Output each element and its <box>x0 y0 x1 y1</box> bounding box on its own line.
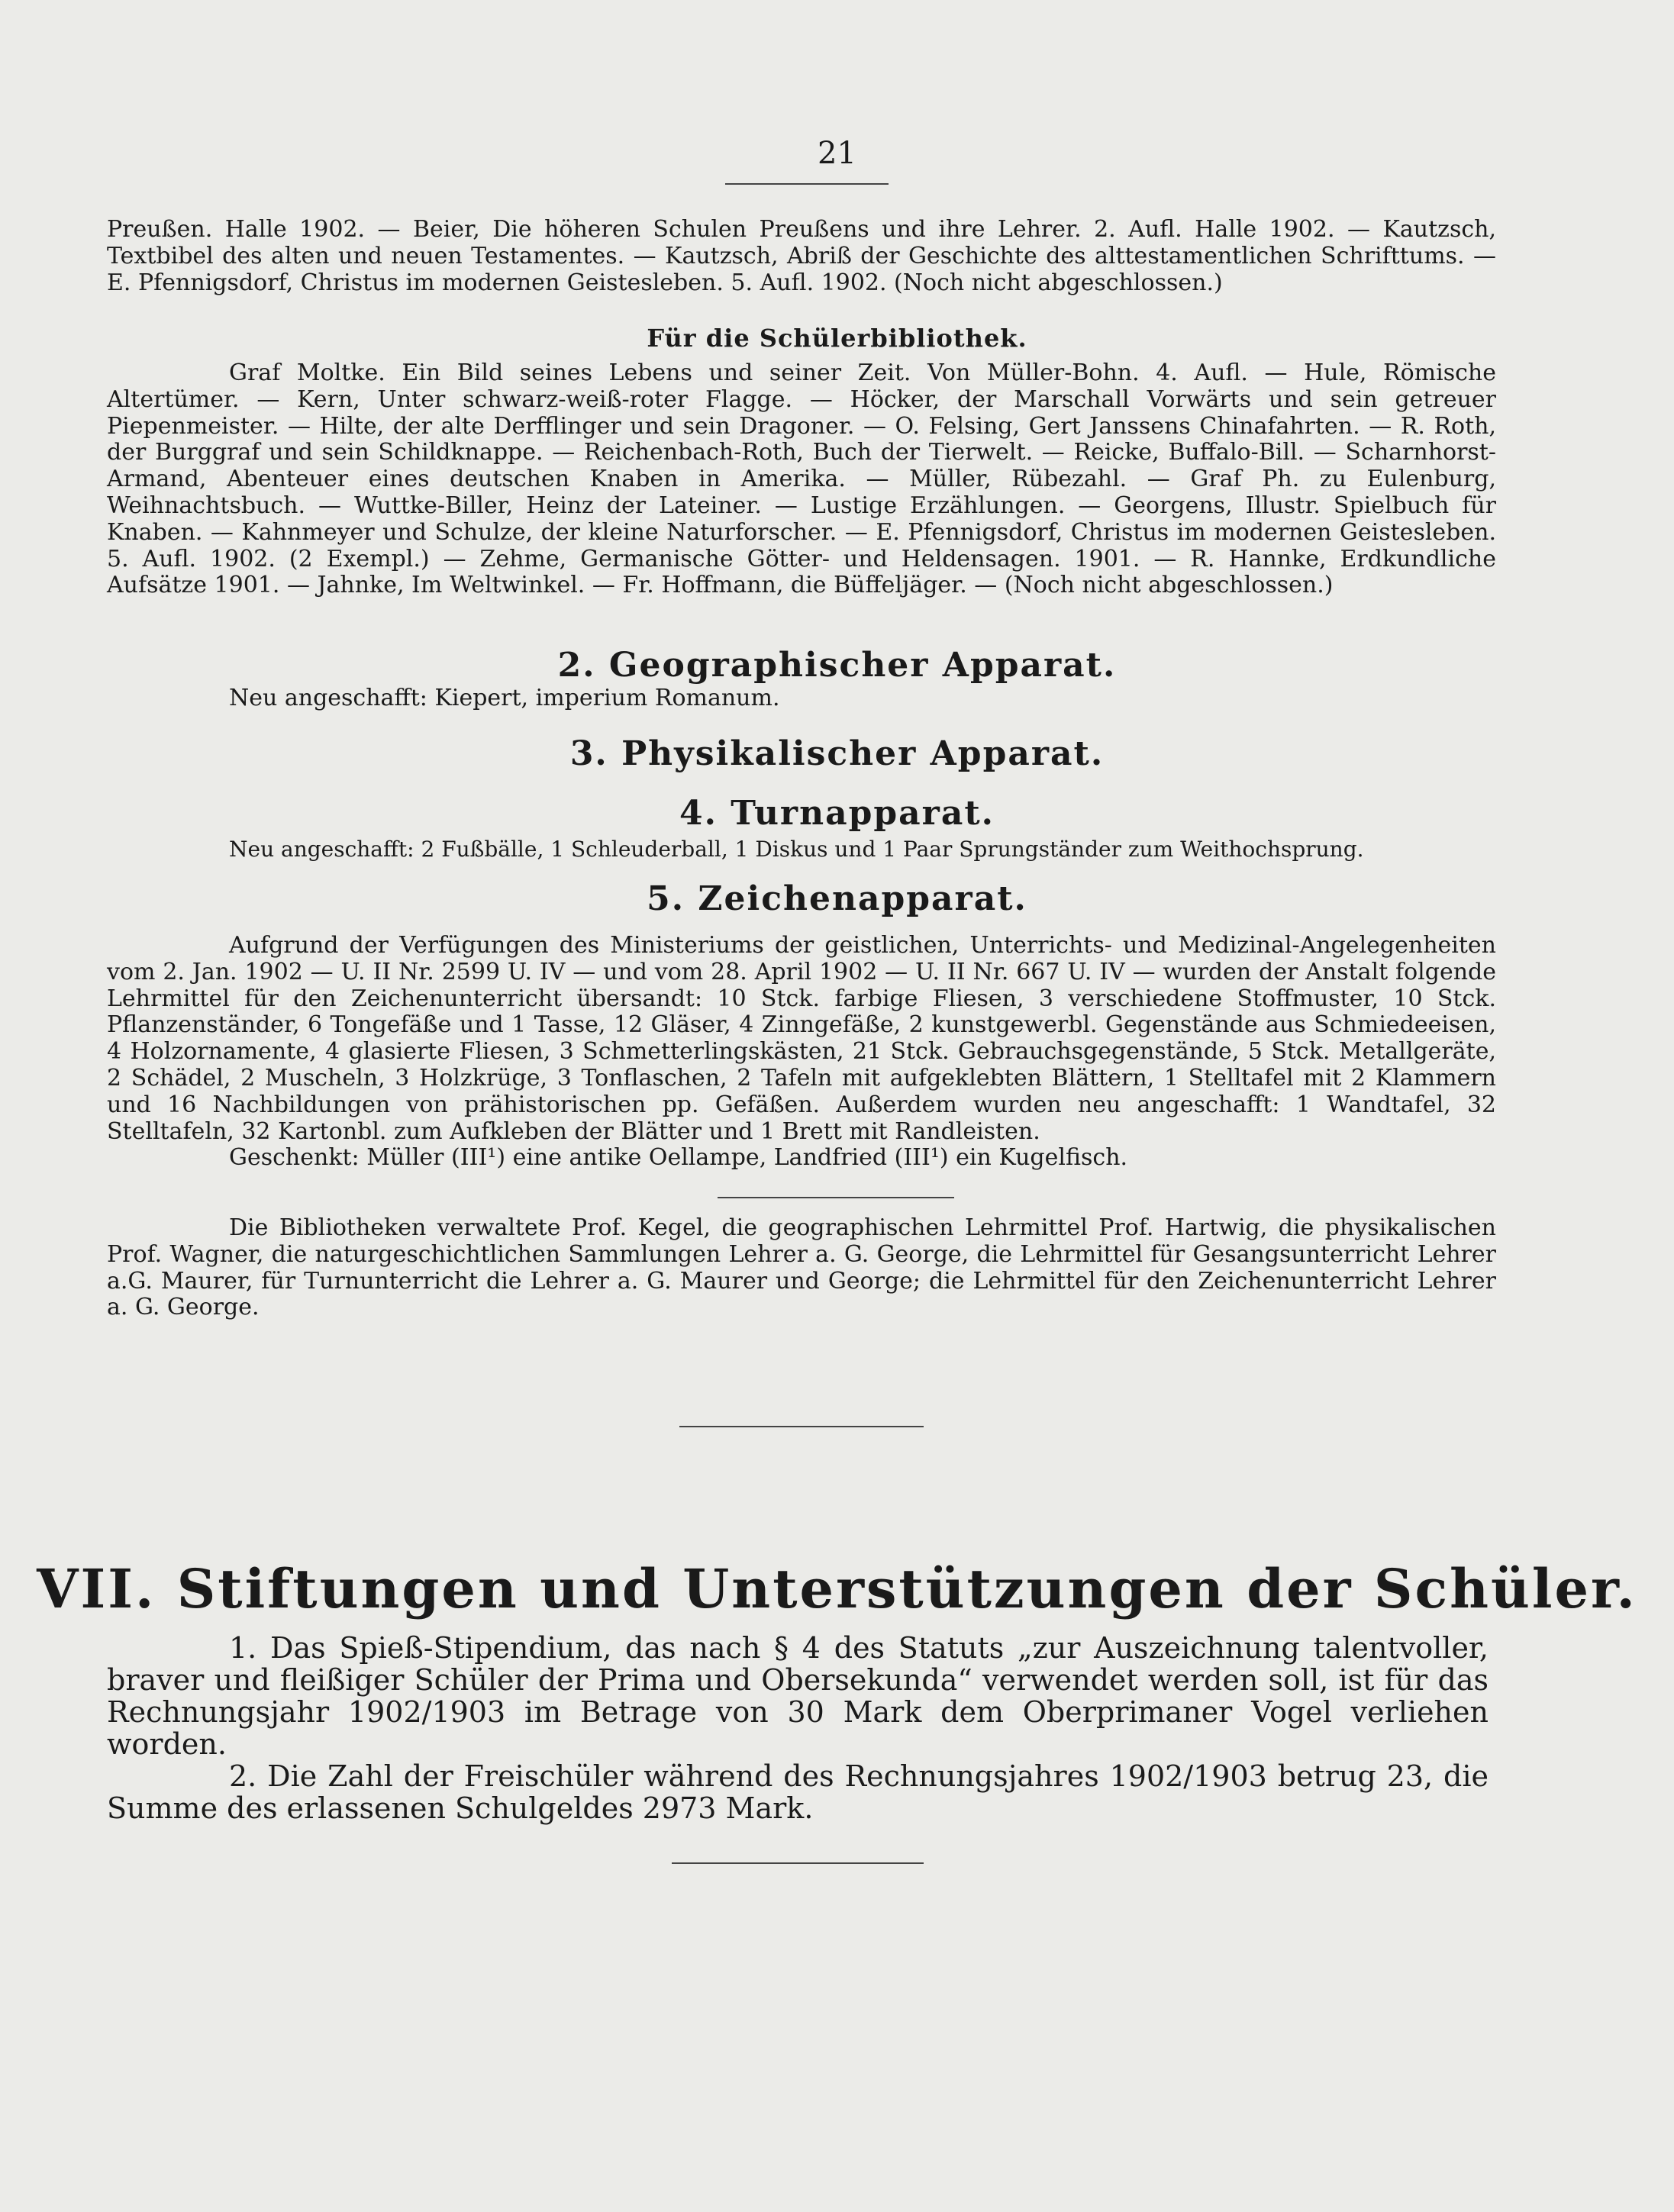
section7-item2: 2. Die Zahl der Freischüler während des Rechnungsjahres 1902/1903 betrug 23, die Summe des erlassenen Schulgeldes 2973 Mark. <box>107 1759 1489 1825</box>
section7-block <box>107 1632 1489 1824</box>
section5-heading: 5. Zeichenapparat. <box>647 879 1027 918</box>
intro-paragraph-block <box>107 217 1496 296</box>
section5-gift: Geschenkt: Müller (III¹) eine antike Oellampe, Landfried (III¹) ein Kugelfisch. <box>229 1144 1128 1172</box>
section4-text: Neu angeschafft: 2 Fußbälle, 1 Schleuderball, 1 Diskus und 1 Paar Sprungständer zum Weithochsprung. <box>229 837 1364 862</box>
section-divider-2 <box>679 1426 924 1427</box>
section5-block <box>107 933 1496 1172</box>
section2-text: Neu angeschafft: Kiepert, imperium Romanum. <box>229 685 780 711</box>
administration-text: Die Bibliotheken verwaltete Prof. Kegel, die geographischen Lehrmittel Prof. Hartwig, die physikalischen Prof. Wagner, die naturgeschichtlichen Sammlungen Lehrer a. G. George, die Lehrmittel für Gesangsunterricht Lehrer a.G. Maurer, für Turnunterricht die Lehrer a. G. Maurer und George; die Lehrmittel für den Zeichenunterricht Lehrer a. G. George. <box>107 1214 1496 1321</box>
section3-heading: 3. Physikalischer Apparat. <box>569 734 1105 773</box>
section4-heading: 4. Turnapparat. <box>679 794 995 833</box>
schuelerbibliothek-heading: Für die Schülerbibliothek. <box>647 324 1027 353</box>
section7-heading: VII. Stiftungen und Unterstützungen der Schüler. <box>37 1557 1637 1620</box>
intro-paragraph: Preußen. Halle 1902. — Beier, Die höheren Schulen Preußens und ihre Lehrer. 2. Aufl. Halle 1902. — Kautzsch, Textbibel des alten und neuen Testamentes. — Kautzsch, Abriß der Geschichte des alttestamentlichen Schrifttums. — E. Pfennigsdorf, Christus im modernen Geistesleben. 5. Aufl. 1902. (Noch nicht abgeschlossen.) <box>107 216 1496 296</box>
page-number: 21 <box>818 136 856 171</box>
section5-text: Aufgrund der Verfügungen des Ministeriums der geistlichen, Unterrichts- und Medizinal-Angelegenheiten vom 2. Jan. 1902 — U. II Nr. 2599 U. IV — und vom 28. April 1902 — U. II Nr. 667 U. IV — wurden der Anstalt folgende Lehrmittel für den Zeichenunterricht übersandt: 10 Stck. farbige Fliesen, 3 verschiedene Stoffmuster, 10 Stck. Pflanzenständer, 6 Tongefäße und 1 Tasse, 12 Gläser, 4 Zinngefäße, 2 kunstgewerbl. Gegenstände aus Schmiedeeisen, 4 Holzornamente, 4 glasierte Fliesen, 3 Schmetterlingskästen, 21 Stck. Gebrauchsgegenstände, 5 Stck. Metallgeräte, 2 Schädel, 2 Muscheln, 3 Holzkrüge, 3 Tonflaschen, 2 Tafeln mit aufgeklebten Blättern, 1 Stelltafel mit 2 Klammern und 16 Nachbildungen von prähistorischen pp. Gefäßen. Außerdem wurden neu angeschafft: 1 Wandtafel, 32 Stelltafeln, 32 Kartonbl. zum Aufkleben der Blätter und 1 Brett mit Randleisten. <box>107 932 1496 1145</box>
section-divider-1 <box>718 1197 954 1198</box>
page-number-rule <box>725 183 889 185</box>
administration-block <box>107 1215 1496 1321</box>
schuelerbibliothek-block <box>107 360 1496 599</box>
section7-item1: 1. Das Spieß-Stipendium, das nach § 4 des Statuts „zur Auszeichnung talentvoller, braver und fleißiger Schüler der Prima und Obersekunda“ verwendet werden soll, ist für das Rechnungsjahr 1902/1903 im Betrage von 30 Mark dem Oberprimaner Vogel verliehen worden. <box>107 1631 1489 1761</box>
schuelerbibliothek-text: Graf Moltke. Ein Bild seines Lebens und seiner Zeit. Von Müller-Bohn. 4. Aufl. — Hule, Römische Altertümer. — Kern, Unter schwarz-weiß-roter Flagge. — Höcker, der Marschall Vorwärts und sein getreuer Piepenmeister. — Hilte, der alte Derfflinger und sein Dragoner. — O. Felsing, Gert Janssens Chinafahrten. — R. Roth, der Burggraf und sein Schildknappe. — Reichenbach-Roth, Buch der Tierwelt. — Reicke, Buffalo-Bill. — Scharnhorst-Armand, Abenteuer eines deutschen Knaben in Amerika. — Müller, Rübezahl. — Graf Ph. zu Eulenburg, Weihnachtsbuch. — Wuttke-Biller, Heinz der Lateiner. — Lustige Erzählungen. — Georgens, Illustr. Spielbuch für Knaben. — Kahnmeyer und Schulze, der kleine Naturforscher. — E. Pfennigsdorf, Christus im modernen Geistesleben. 5. Aufl. 1902. (2 Exempl.) — Zehme, Germanische Götter- und Heldensagen. 1901. — R. Hannke, Erdkundliche Aufsätze 1901. — Jahnke, Im Weltwinkel. — Fr. Hoffmann, die Büffeljäger. — (Noch nicht abgeschlossen.) <box>107 360 1496 599</box>
section-divider-3 <box>672 1862 924 1864</box>
section2-heading: 2. Geographischer Apparat. <box>557 646 1117 685</box>
